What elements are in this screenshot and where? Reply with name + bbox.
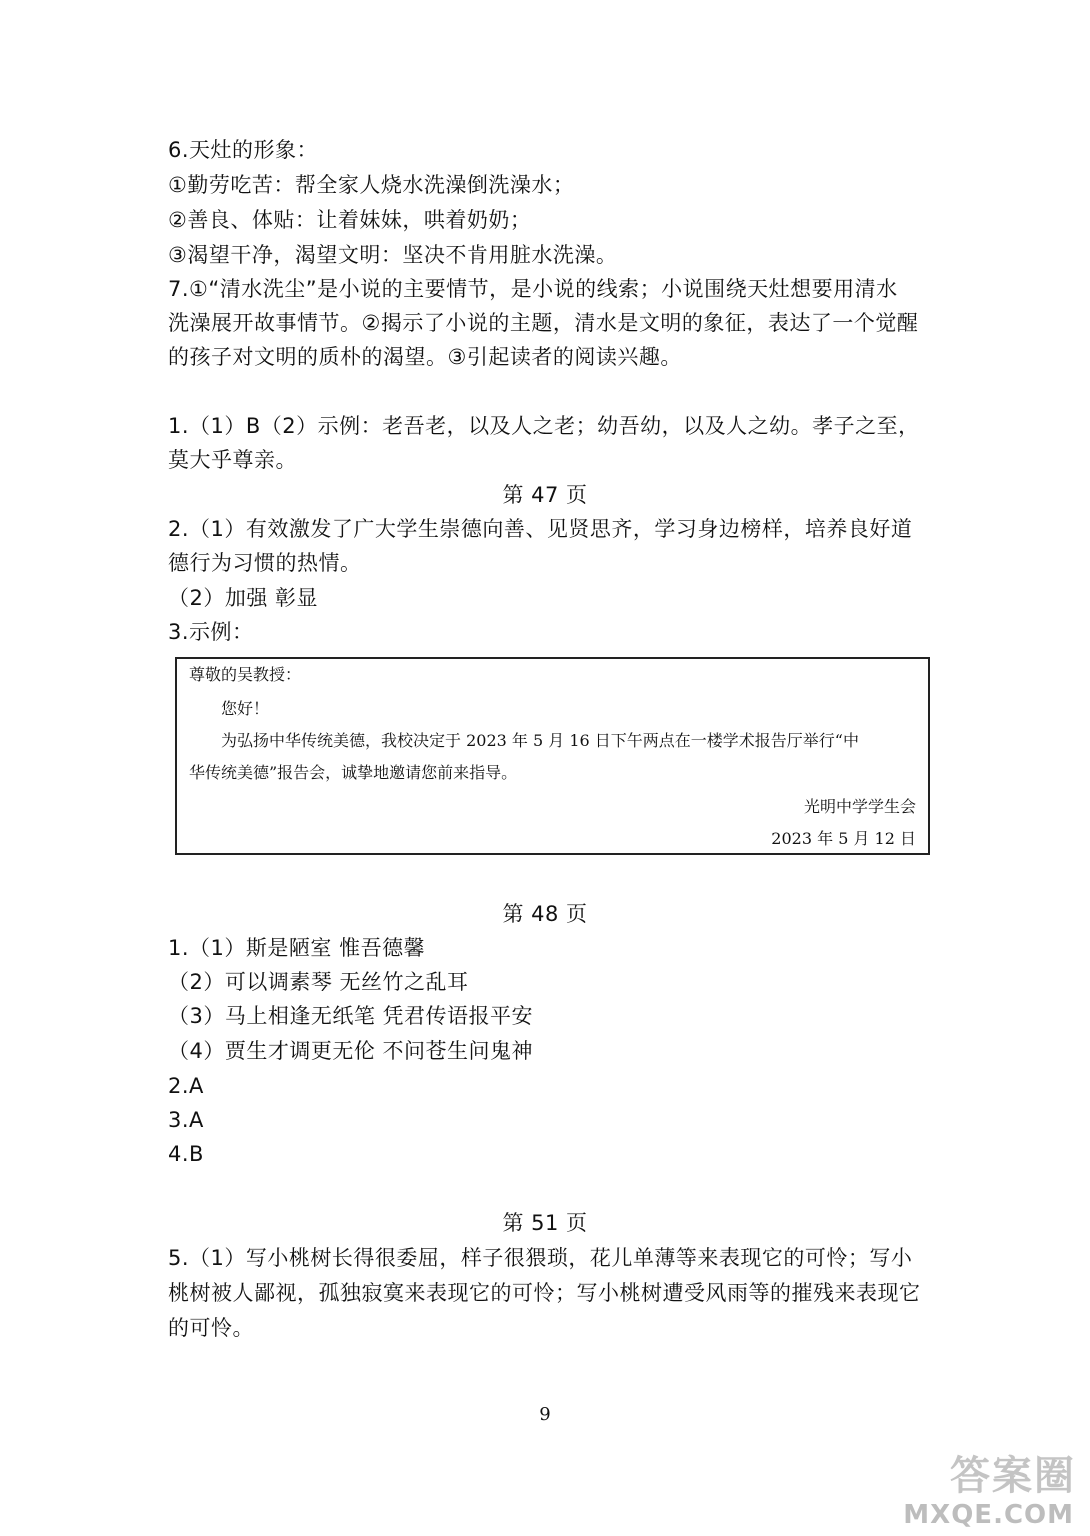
answer-line: 1.（1）斯是陋室 惟吾德馨 — [168, 936, 426, 960]
letter-date: 2023 年 5 月 12 日 — [771, 829, 916, 848]
answer-line: 莫大乎尊亲。 — [168, 448, 297, 472]
answer-line: 7.①“清水洗尘”是小说的主要情节，是小说的线索；小说围绕天灶想要用清水 — [168, 277, 898, 301]
answer-line: （4）贾生才调更无伦 不问苍生问鬼神 — [168, 1039, 534, 1063]
section-heading-page-51: 第 51 页 — [502, 1211, 588, 1235]
letter-body-line: 华传统美德”报告会，诚挚地邀请您前来指导。 — [189, 763, 518, 782]
answer-line: 4.B — [168, 1142, 204, 1166]
letter-signature: 光明中学学生会 — [803, 797, 916, 816]
answer-line: ①勤劳吃苦：帮全家人烧水洗澡倒洗澡水； — [168, 173, 575, 197]
answer-line: 2.（1）有效激发了广大学生崇德向善、见贤思齐，学习身边榜样，培养良好道 — [168, 517, 913, 541]
section-heading-page-48: 第 48 页 — [502, 902, 588, 926]
answer-line: 3.A — [168, 1108, 204, 1132]
answer-line: （2）加强 彰显 — [168, 586, 319, 610]
answer-line: （3）马上相逢无纸笔 凭君传语报平安 — [168, 1004, 534, 1028]
answer-line: 桃树被人鄙视，孤独寂寞来表现它的可怜；写小桃树遭受风雨等的摧残来表现它 — [168, 1281, 921, 1305]
answer-line: 6.天灶的形象： — [168, 138, 319, 162]
watermark-logo — [896, 1444, 1076, 1530]
watermark-logo-text: 答案圈 — [950, 1453, 1076, 1499]
answer-line: 1.（1）B（2）示例：老吾老，以及人之老；幼吾幼，以及人之幼。孝子之至， — [168, 414, 920, 438]
answer-line: 洗澡展开故事情节。②揭示了小说的主题，清水是文明的象征，表达了一个觉醒 — [168, 311, 919, 335]
letter-body-line: 为弘扬中华传统美德，我校决定于 2023 年 5 月 16 日下午两点在一楼学术报告厅举行“中 — [221, 731, 859, 750]
answer-line: 德行为习惯的热情。 — [168, 551, 362, 575]
letter-salutation: 尊敬的吴教授： — [189, 665, 302, 684]
answer-line: 的可怜。 — [168, 1316, 254, 1340]
letter-greeting: 您好！ — [221, 699, 270, 718]
answer-line: 3.示例： — [168, 620, 254, 644]
answer-line: 的孩子对文明的质朴的渴望。③引起读者的阅读兴趣。 — [168, 345, 682, 369]
answer-line: 2.A — [168, 1074, 204, 1098]
answer-line: 5.（1）写小桃树长得很委屈，样子很猥琐，花儿单薄等来表现它的可怜；写小 — [168, 1246, 913, 1270]
section-heading-page-47: 第 47 页 — [502, 483, 588, 507]
answer-line: ③渴望干净，渴望文明：坚决不肯用脏水洗澡。 — [168, 243, 618, 267]
answer-line: （2）可以调素琴 无丝竹之乱耳 — [168, 970, 469, 994]
invitation-letter-box — [175, 657, 930, 855]
answer-line: ②善良、体贴：让着妹妹，哄着奶奶； — [168, 208, 532, 232]
page-number: 9 — [539, 1404, 551, 1425]
watermark-site-text: MXQE.COM — [903, 1500, 1074, 1530]
